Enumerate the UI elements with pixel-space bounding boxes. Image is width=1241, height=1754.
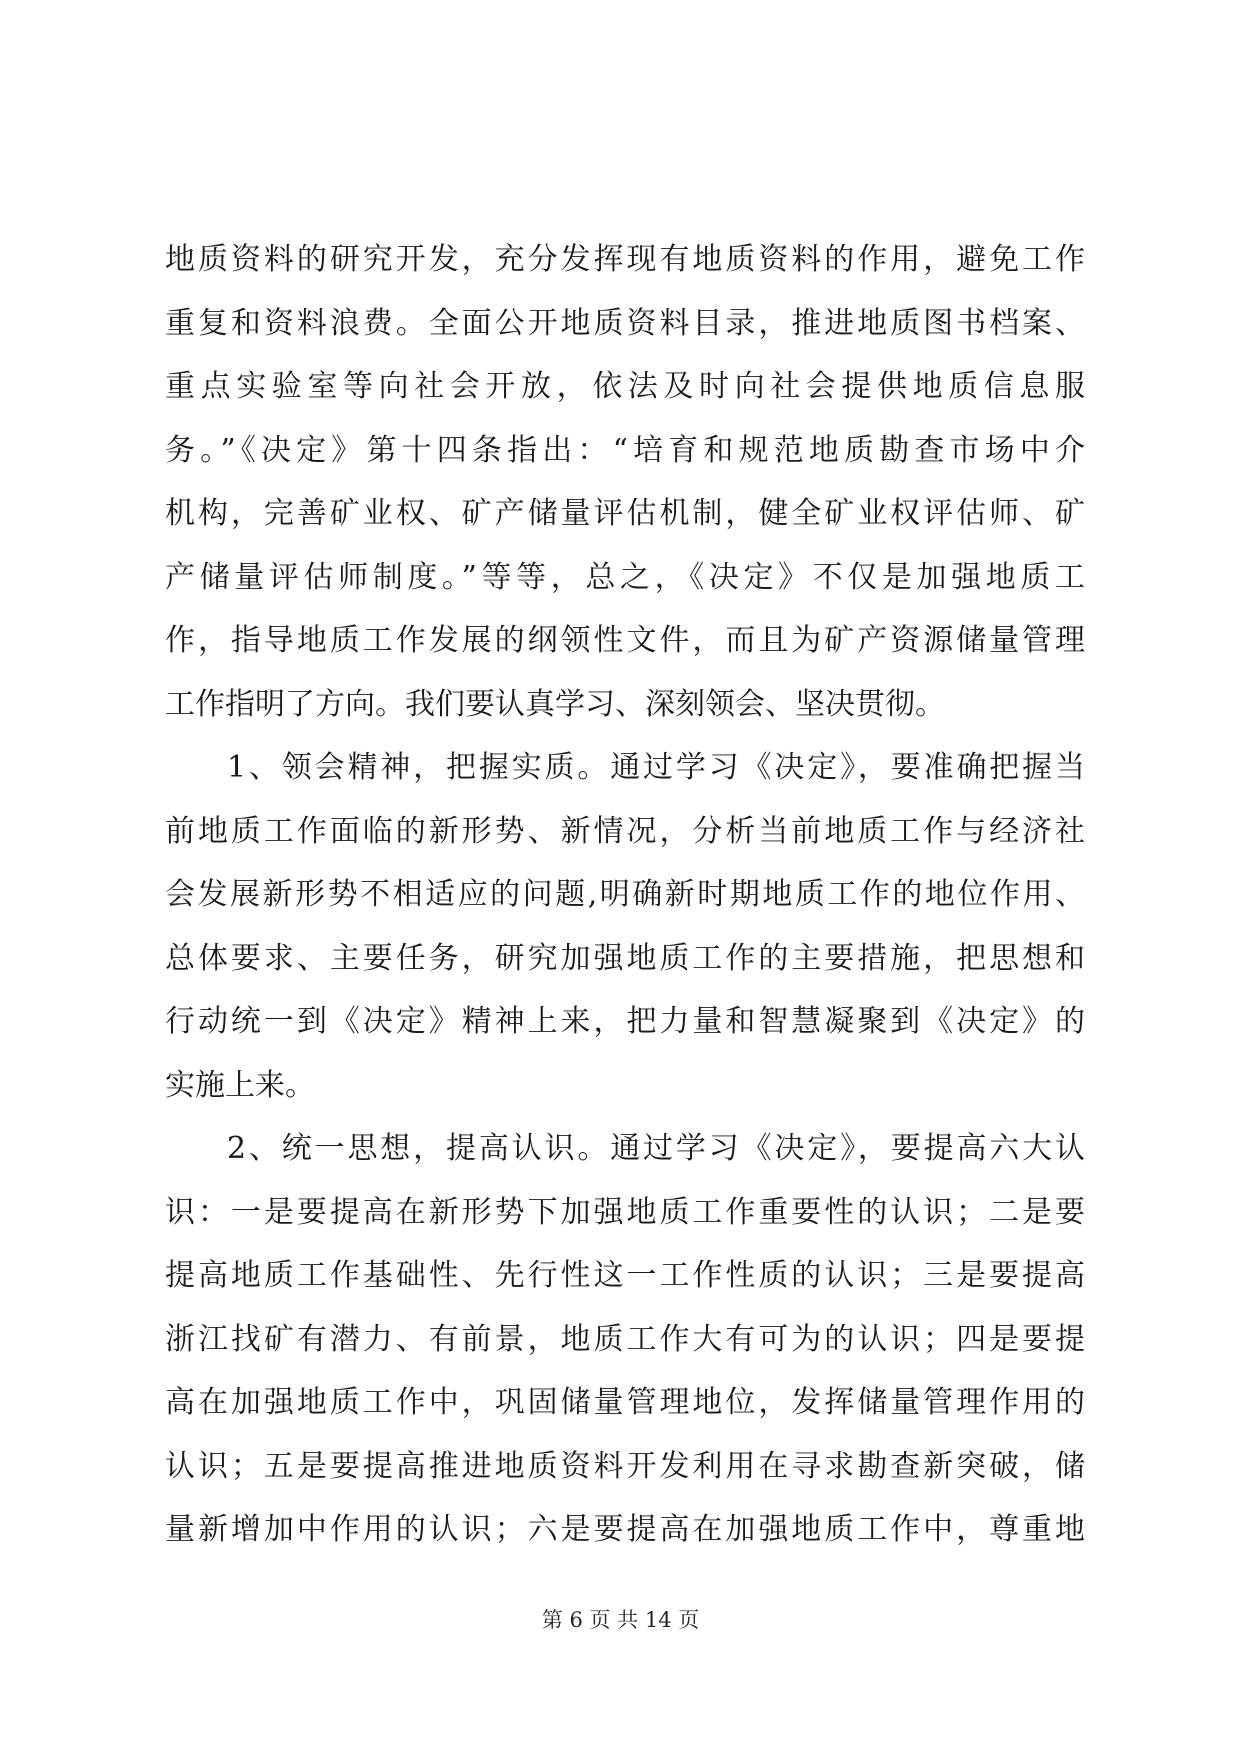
paragraph-3	[165, 1117, 1085, 1562]
text-line: 务。”《决定》第十四条指出：“培育和规范地质勘查市场中介	[165, 432, 1085, 468]
text-line: 提高地质工作基础性、先行性这一工作性质的认识；三是要提高	[165, 1258, 1085, 1293]
page-number-footer: 第 6 页 共 14 页	[541, 1608, 700, 1632]
text-line: 工作指明了方向。我们要认真学习、深刻领会、坚决贯彻。	[165, 686, 945, 722]
text-line: 1、领会精神，把握实质。通过学习《决定》，要准确把握当	[227, 750, 1085, 785]
paragraph-2	[165, 736, 1085, 1117]
text-line: 总体要求、主要任务，研究加强地质工作的主要措施，把思想和	[165, 940, 1085, 976]
text-line: 作，指导地质工作发展的纲领性文件，而且为矿产资源储量管理	[165, 623, 1085, 658]
text-line: 实施上来。	[165, 1067, 315, 1103]
text-line: 高在加强地质工作中，巩固储量管理地位，发挥储量管理作用的	[165, 1385, 1085, 1420]
text-line: 机构，完善矿业权、矿产储量评估机制，健全矿业权评估师、矿	[165, 496, 1085, 531]
document-body	[165, 228, 1085, 1562]
text-line: 重点实验室等向社会开放，依法及时向社会提供地质信息服	[165, 369, 1085, 404]
text-line: 认识；五是要提高推进地质资料开发利用在寻求勘查新突破，储	[165, 1448, 1085, 1484]
text-line: 2、统一思想，提高认识。通过学习《决定》，要提高六大认	[227, 1131, 1085, 1166]
text-line: 地质资料的研究开发，充分发挥现有地质资料的作用，避免工作	[165, 242, 1085, 277]
text-line: 重复和资料浪费。全面公开地质资料目录，推进地质图书档案、	[165, 305, 1085, 341]
text-line: 浙江找矿有潜力、有前景，地质工作大有可为的认识；四是要提	[165, 1321, 1085, 1357]
text-line: 前地质工作面临的新形势、新情况，分析当前地质工作与经济社	[165, 813, 1085, 849]
text-line: 量新增加中作用的认识；六是要提高在加强地质工作中，尊重地	[165, 1512, 1085, 1547]
text-line: 产储量评估师制度。”等等，总之，《决定》不仅是加强地质工	[165, 559, 1085, 595]
text-line: 会发展新形势不相适应的问题,明确新时期地质工作的地位作用、	[165, 877, 1085, 912]
text-line: 识：一是要提高在新形势下加强地质工作重要性的认识；二是要	[165, 1194, 1085, 1230]
text-line: 行动统一到《决定》精神上来，把力量和智慧凝聚到《决定》的	[165, 1004, 1085, 1039]
paragraph-1	[165, 228, 1085, 736]
